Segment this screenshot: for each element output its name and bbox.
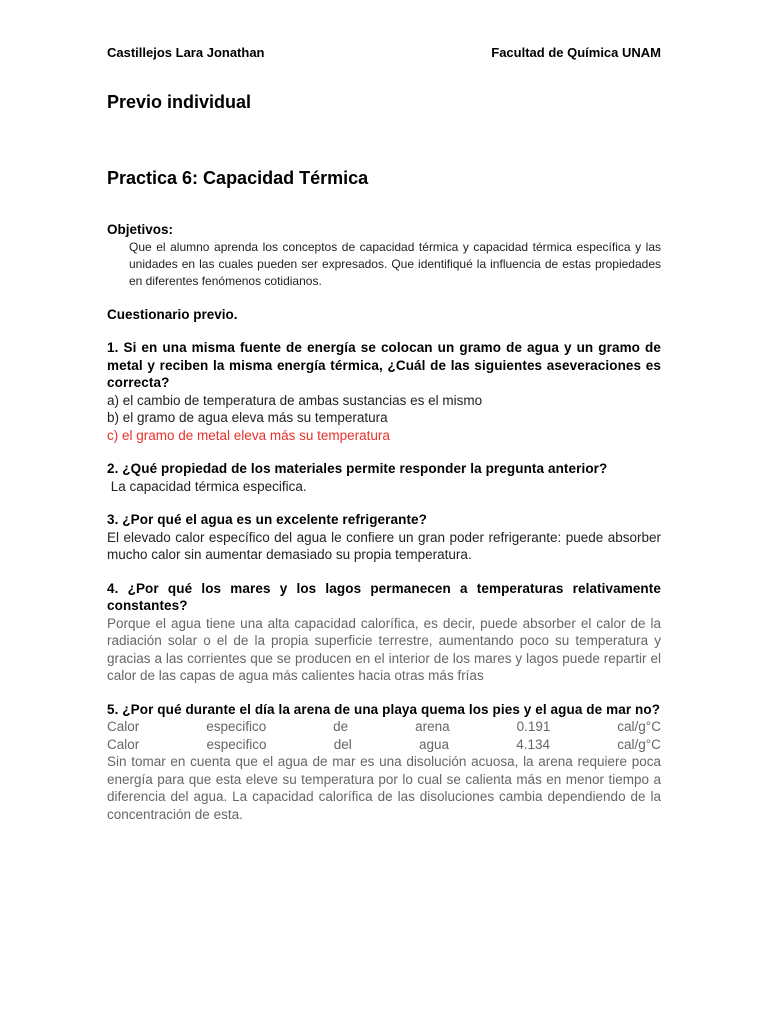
document-body [107, 222, 661, 823]
author-name: Castillejos Lara Jonathan [107, 45, 265, 60]
cell: 4.134 [516, 736, 551, 752]
specific-heat-row-sand [107, 718, 661, 736]
objectives-text: Que el alumno aprenda los conceptos de capacidad térmica y capacidad térmica específica y las unidades en las cuales pueden ser expresados. Que identifiqué la influencia de estas propiedades en diferentes fenómenos cotidianos. [129, 240, 661, 288]
cell: de [333, 719, 349, 734]
question-3-answer: El elevado calor específico del agua le confiere un gran poder refrigerante: puede absorber mucho calor sin aumentar demasiado su propia temperatura. [107, 529, 661, 562]
question-1-option-c: c) el gramo de metal eleva más su temperatura [107, 427, 390, 443]
cell: Calor [107, 719, 140, 734]
question-5-answer: Sin tomar en cuenta que el agua de mar es una disolución acuosa, la arena requiere poca energía para que esta eleve su temperatura por lo cual se calienta más en menor tiempo a diferencia del agua. La capacidad calorífica de las disoluciones cambia dependiendo de la concentración de esta. [107, 754, 661, 822]
cell: del [333, 736, 352, 752]
question-5: 5. ¿Por qué durante el día la arena de una playa quema los pies y el agua de mar no? [107, 701, 661, 717]
question-3: 3. ¿Por qué el agua es un excelente refrigerante? [107, 512, 428, 527]
cell: Calor [107, 736, 140, 752]
question-1-option-a: a) el cambio de temperatura de ambas sustancias es el mismo [107, 392, 483, 408]
question-4-answer: Porque el agua tiene una alta capacidad calorífica, es decir, puede absorber el calor de la radiación solar o el de la propia superficie terrestre, aumentando poco su temperatura y gracias a las corrientes que se producen en el interior de los mares y lagos puede repartir el calor de las capas de agua más calientes hacia otras más frías [107, 615, 661, 683]
cell: 0.191 [516, 719, 551, 734]
cell: especifico [206, 719, 267, 734]
cell: cal/g°C [617, 736, 661, 752]
cell: especifico [206, 736, 267, 752]
question-4: 4. ¿Por qué los mares y los lagos permanecen a temperaturas relativamente constantes? [107, 580, 661, 613]
question-1-option-b: b) el gramo de agua eleva más su temperatura [107, 410, 388, 425]
questionnaire-heading: Cuestionario previo. [107, 307, 238, 322]
question-2-answer: La capacidad térmica especifica. [107, 478, 307, 494]
document-title: Previo individual [107, 92, 252, 112]
cell: arena [415, 719, 450, 734]
institution-name: Facultad de Química UNAM [491, 45, 661, 60]
specific-heat-row-water [107, 736, 661, 754]
practice-title: Practica 6: Capacidad Térmica [107, 168, 369, 188]
question-2: 2. ¿Qué propiedad de los materiales permite responder la pregunta anterior? [107, 461, 608, 476]
objectives-heading: Objetivos: [107, 222, 174, 237]
cell: cal/g°C [617, 719, 661, 734]
question-1: 1. Si en una misma fuente de energía se colocan un gramo de agua y un gramo de metal y reciben la misma energía térmica, ¿Cuál de las siguientes aseveraciones es correcta? [107, 340, 661, 390]
cell: agua [418, 736, 450, 752]
